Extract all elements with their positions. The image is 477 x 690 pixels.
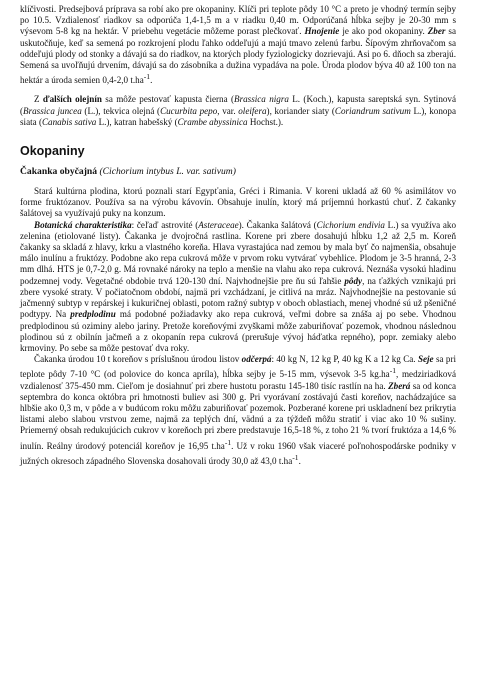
text-run: sa môže pestovať kapusta čierna ( bbox=[101, 94, 235, 105]
text-run: ). Čakanka šalátová ( bbox=[238, 219, 317, 230]
text-run: ) bbox=[232, 166, 236, 178]
text-run: Z bbox=[34, 94, 43, 105]
text-run: klíčivosti. Predsejbová príprava sa robí ako pre okopaniny. Klíči pri teplote pôdy 10 °C a preto je vhodný termín sejby po 10.5. Vzdialenosť riadkov sa odporúča 1,4-1,5 m a v riadku 0,40 m. Odporúčaná hĺbka sejby je 20-30 mm s výsevom 5-8 kg na hektár. V priebehu vegetácie môžeme porast plečkovať. bbox=[20, 4, 456, 37]
latin-name: oleifera bbox=[238, 105, 267, 116]
text-run: L. (Koch.), kapusta sareptská syn. Sytinová ( bbox=[20, 94, 456, 116]
paragraph-sowing-harvest bbox=[20, 4, 456, 86]
latin-name: Crambe abyssinica bbox=[177, 116, 248, 127]
latin-name: Canabis sativa bbox=[41, 116, 97, 127]
superscript: -1 bbox=[143, 72, 151, 82]
latin-name: Cucurbita pepo bbox=[160, 105, 218, 116]
term-harvest: Zberá bbox=[388, 380, 411, 391]
term-harvest: Zber bbox=[427, 26, 446, 37]
term-uptake: odčerpá bbox=[241, 354, 272, 365]
text-run: , var. bbox=[217, 105, 239, 116]
term-botanical-characteristics: Botanická charakteristika bbox=[34, 219, 132, 230]
term-sowing: Seje bbox=[417, 354, 434, 365]
text-run: L.) sa využíva ako zelenina (etiolované listy). Čakanka je dvojročná rastlina. Korene pri zbere dosahujú hĺbku 1,2 až 2,5 m. Koreň čakanky sa skladá z hlavy, krku a vlastného koreňa. Hlava vyrastajúca nad zemou by mala byť čo najmenšia, obsahuje málo inulínu a fruktózy. Podobne ako repa cukrová môže v prvom roku vytvárať vybehlice. Plodom je 3-5 hranná, 2-3 mm dlhá. HTS je 0,7-2,0 g. Má rovnaké nároky na teplo a menšie na vlahu ako repa cukrová. Neznáša vysokú hladinu podzemnej vody. Vegetačné obdobie trvá 120-130 dní. Najvhodnejšie pre ňu sú ľahšie bbox=[20, 219, 457, 286]
text-run: má podobné požiadavky ako repa cukrová, veľmi dobre sa znáša aj po sebe. Vhodnou predplodinou sú oziminy alebo jariny. Pretože koreňovými zvyškami môže zaburiňovať pozemok, vhodnou následnou plodinou sú z obilnín jačmeň a z okopanín repa cukrová (prerušuje vývoj háďatka repného), popr. zemiaky alebo krmoviny. Po sebe sa môže pestovať dva roky. bbox=[20, 309, 456, 353]
text-run: . bbox=[150, 75, 153, 86]
text-run: ), koriander siaty ( bbox=[266, 105, 335, 116]
text-run: sa od konca septembra do konca októbra pri hmotnosti buliev asi 300 g. Pri vyorávaní zostávajú časti koreňov, nachádzajúce sa hlbšie ako 0,3 m, v pôde a v budúcom roku môžu zaburiňovať pozemok. Pozberané korene pri uskladnení bez prikrytia listami alebo slabou vrstvou zeme, najmä za teplých dní, vädnú a za týždeň môžu stratiť i viac ako 10 % sušiny. Priemerný obsah redukujúcich cukrov v koreňoch pri zbere predstavuje 16,5-18 %, z toho 21 % tvorí fruktóza a 14,6 % inulín. Reálny úrodový potenciál koreňov je 16,95 t.ha bbox=[20, 380, 456, 451]
term-other-oilseeds: ďalších olejnín bbox=[42, 94, 102, 105]
latin-name: Asteraceae bbox=[198, 219, 239, 230]
text-run: Čakanka úrodou 10 t koreňov s príslušnou úrodou listov bbox=[34, 354, 242, 365]
latin-name: Cichorium intybus bbox=[102, 166, 174, 178]
subsection-heading bbox=[20, 166, 456, 178]
text-run: L. var. bbox=[173, 166, 203, 178]
superscript: -1 bbox=[224, 437, 232, 447]
crop-name: Čakanka obyčajná bbox=[20, 166, 98, 178]
text-run: . bbox=[298, 455, 301, 466]
text-run: L.), konopa siata ( bbox=[20, 105, 457, 127]
term-soils: pôdy bbox=[344, 275, 363, 286]
paragraph-cultivation bbox=[20, 354, 456, 467]
text-run: : čeľaď astrovité ( bbox=[131, 219, 199, 230]
superscript: -1 bbox=[292, 452, 299, 462]
text-run: , na ťažkých vznikajú pri zbere vysoké straty. V počiatočnom období, najmä pri vzchádzaní, je citlivá na mráz. Najvhodnejšie na pestovanie sú jačmenný subtyp v repárskej i kukuričnej oblasti, potom ražný subtyp v oboch oblastiach, menej vhodné sú už pšeničné podtypy. Na bbox=[20, 275, 456, 320]
latin-name: Brassica nigra bbox=[234, 94, 289, 105]
text-run: sa uskutočňuje, keď sa semená po rozkrojení plodu ľahko oddeľujú a majú tmavo zelenú farbu. Šípovým zhrňovačom sa oddeľujú plody od stonky a dávajú sa do riadkov, na ktorých plody fyziologicky dozrievajú. Asi po 6. dňoch sa zberajú. Semená sa uvoľňujú drvením, dávajú sa do zásobníka a dužina vypadáva na pole. Úroda plodov býva 40 až 100 ton na hektár a úroda semien 0,4-2,0 t.ha bbox=[20, 26, 456, 86]
term-preceding-crop: predplodinu bbox=[70, 309, 116, 320]
latin-name: Brassica juncea bbox=[23, 105, 82, 116]
text-run: , medziriadková vzdialenosť 375-450 mm. Cieľom je dosiahnuť pri zbere hustotu porastu 145-180 tisíc rastlín na ha. bbox=[20, 369, 456, 391]
text-run: ( bbox=[97, 166, 103, 178]
latin-name: Coriandrum sativum bbox=[334, 105, 411, 116]
superscript: -1 bbox=[389, 366, 397, 376]
text-run: Stará kultúrna plodina, ktorú poznali starí Egypťania, Gréci i Rimania. V koreni ukladá až 60 % asimilátov vo forme fruktózanov. Používa sa na výrobu kávovín. Obsahuje inulín, ktorý má príjemnú horkastú chuť. Z čakanky šalátovej sa využívajú puky na konzum. bbox=[20, 186, 456, 219]
paragraph-other-oilseeds bbox=[20, 94, 456, 128]
text-run: (L.), tekvica olejná ( bbox=[81, 105, 161, 116]
paragraph-botany bbox=[20, 220, 456, 354]
text-run: sa pri teplote pôdy 7-10 °C (od polovice do konca apríla), hĺbka sejby je 5-15 mm, výsevok 3-5 kg.ha bbox=[20, 354, 457, 380]
text-run: . Už v roku 1960 však viaceré poľnohospodárske podniky v južných okresoch západného Slovenska dosahovali úrody 30,0 až 43,0 t.ha bbox=[20, 440, 456, 466]
text-run: L.), katran habešský ( bbox=[96, 116, 178, 127]
text-run: Hochst.). bbox=[247, 116, 284, 127]
term-fertilization: Hnojenie bbox=[304, 26, 340, 37]
text-run: je ako pod okopaniny. bbox=[339, 26, 428, 37]
paragraph-intro bbox=[20, 186, 456, 220]
latin-name: sativum bbox=[202, 166, 233, 178]
text-run: : 40 kg N, 12 kg P, 40 kg K a 12 kg Ca. bbox=[271, 354, 418, 365]
section-title: Okopaniny bbox=[20, 144, 85, 159]
latin-name: Cichorium endivia bbox=[316, 219, 385, 230]
